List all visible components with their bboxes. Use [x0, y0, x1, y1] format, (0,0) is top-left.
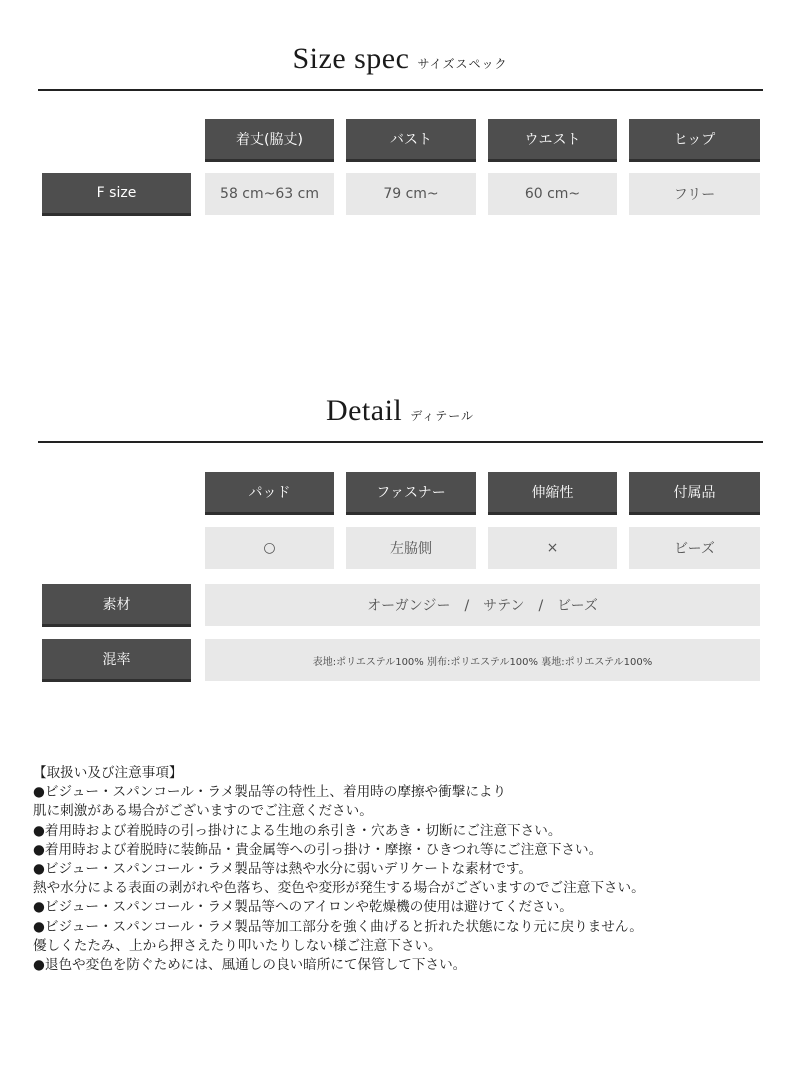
detail-value-pad: ○ — [205, 527, 334, 569]
care-note-line: ●ビジュー・スパンコール・ラメ製品等は熱や水分に弱いデリケートな素材です。 — [33, 861, 532, 878]
detail-value-zipper: 左脇側 — [346, 527, 476, 569]
material-label: 素材 — [42, 584, 191, 624]
care-note-line: 熱や水分による表面の剥がれや色落ち、変色や変形が発生する場合がございますのでご注意下さい。 — [33, 880, 645, 897]
detail-header-zipper: ファスナー — [346, 472, 476, 512]
size-value-length: 58 cm~63 cm — [205, 173, 334, 215]
detail-header-pad: パッド — [205, 472, 334, 512]
size-value-bust: 79 cm~ — [346, 173, 476, 215]
size-spec-subtitle: サイズスペック — [417, 57, 508, 71]
care-note-line: ●ビジュー・スパンコール・ラメ製品等加工部分を強く曲げると折れた状態になり元に戻りません。 — [33, 918, 643, 935]
detail-divider — [38, 441, 763, 443]
care-note-line: ●着用時および着脱時の引っ掛けによる生地の糸引き・穴あき・切断にご注意下さい。 — [33, 822, 562, 839]
care-note-line: ●退色や変色を防ぐためには、風通しの良い暗所にて保管して下さい。 — [33, 957, 467, 974]
detail-header-accessories: 付属品 — [629, 472, 760, 512]
blend-label: 混率 — [42, 639, 191, 679]
care-note-line: ●着用時および着脱時に装飾品・貴金属等への引っ掛け・摩擦・ひきつれ等にご注意下さい。 — [33, 841, 603, 858]
size-header-hip: ヒップ — [629, 119, 760, 159]
material-value: オーガンジー / サテン / ビーズ — [205, 584, 760, 626]
care-notes — [33, 764, 773, 975]
blend-value: 表地:ポリエステル100% 別布:ポリエステル100% 裏地:ポリエステル100% — [205, 639, 760, 681]
size-header-bust: バスト — [346, 119, 476, 159]
size-row-label: F size — [42, 173, 191, 213]
detail-header-stretch: 伸縮性 — [488, 472, 617, 512]
detail-value-stretch: × — [488, 527, 617, 569]
care-note-line: 肌に刺激がある場合がございますのでご注意ください。 — [33, 803, 373, 820]
detail-heading — [0, 394, 800, 428]
care-notes-heading: 【取扱い及び注意事項】 — [33, 765, 183, 781]
care-note-line: ●ビジュー・スパンコール・ラメ製品等の特性上、着用時の摩擦や衝撃により — [33, 784, 507, 801]
size-spec-heading — [0, 42, 800, 76]
size-header-length: 着丈(脇丈) — [205, 119, 334, 159]
size-value-waist: 60 cm~ — [488, 173, 617, 215]
detail-subtitle: ディテール — [410, 409, 475, 423]
size-spec-title: Size spec — [292, 42, 410, 75]
care-note-line: 優しくたたみ、上から押さえたり叩いたりしない様ご注意下さい。 — [33, 937, 442, 954]
size-header-waist: ウエスト — [488, 119, 617, 159]
size-spec-divider — [38, 89, 763, 91]
detail-title: Detail — [325, 394, 403, 427]
care-note-line: ●ビジュー・スパンコール・ラメ製品等へのアイロンや乾燥機の使用は避けてください。 — [33, 899, 573, 916]
detail-value-accessories: ビーズ — [629, 527, 760, 569]
size-value-hip: フリー — [629, 173, 760, 215]
